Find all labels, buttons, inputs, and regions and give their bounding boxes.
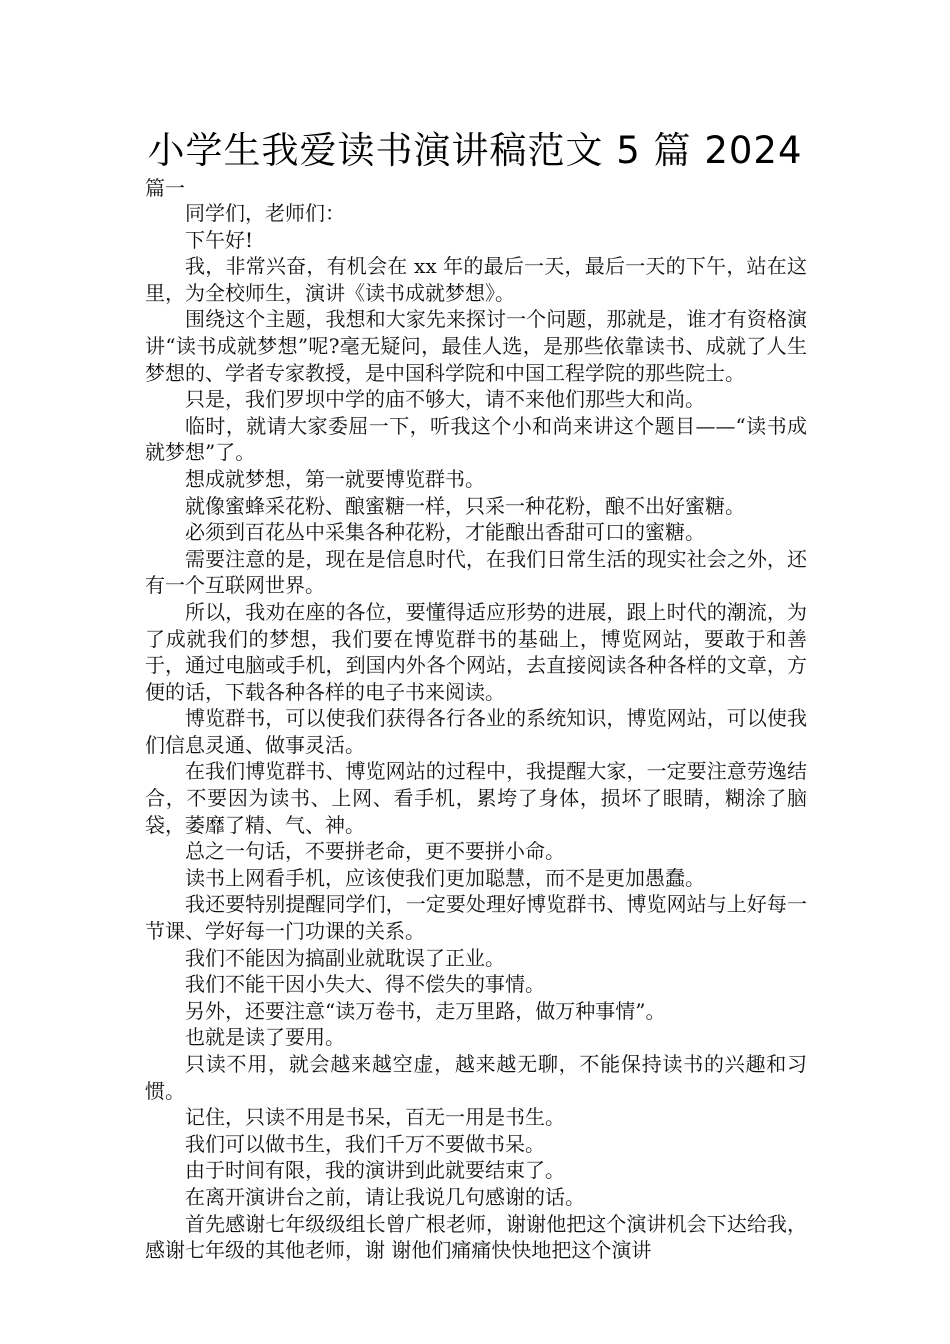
document-title: 小学生我爱读书演讲稿范文 5 篇 2024 — [147, 129, 803, 172]
paragraph: 首先感谢七年级级组长曾广根老师，谢谢他把这个演讲机会下达给我，感谢七年级的其他老师，谢 谢他们痛痛快快地把这个演讲 — [145, 1211, 807, 1263]
paragraph: 我们可以做书生，我们千万不要做书呆。 — [185, 1131, 545, 1156]
paragraph: 也就是读了要用。 — [185, 1025, 345, 1050]
paragraph: 读书上网看手机，应该使我们更加聪慧，而不是更加愚蠢。 — [185, 865, 705, 890]
paragraph: 记住，只读不用是书呆，百无一用是书生。 — [185, 1105, 565, 1130]
paragraph: 我，非常兴奋，有机会在 xx 年的最后一天，最后一天的下午，站在这里，为全校师生，演讲《读书成就梦想》。 — [145, 254, 807, 305]
paragraph: 需要注意的是，现在是信息时代，在我们日常生活的现实社会之外，还有一个互联网世界。 — [145, 546, 807, 598]
paragraph: 所以，我劝在座的各位，要懂得适应形势的进展，跟上时代的潮流，为了成就我们的梦想，我们要在博览群书的基础上，博览网站，要敢于和善于，通过电脑或手机，到国内外各个网站，去直接阅读各种各样的文章，方便的话，下载各种各样的电子书来阅读。 — [145, 599, 807, 704]
paragraph: 总之一句话，不要拼老命，更不要拼小命。 — [185, 839, 565, 864]
paragraph: 必须到百花丛中采集各种花粉，才能酿出香甜可口的蜜糖。 — [185, 520, 705, 545]
paragraph: 在离开演讲台之前，请让我说几句感谢的话。 — [185, 1184, 585, 1209]
paragraph: 下午好! — [185, 227, 254, 252]
paragraph: 围绕这个主题，我想和大家先来探讨一个问题，那就是，谁才有资格演讲“读书成就梦想”呢?毫无疑问，最佳人选，是那些依靠读书、成就了人生梦想的、学者专家教授，是中国科学院和中国工程学院的那些院士。 — [145, 307, 807, 385]
paragraph: 只是，我们罗坝中学的庙不够大，请不来他们那些大和尚。 — [185, 387, 705, 412]
paragraph: 由于时间有限，我的演讲到此就要结束了。 — [185, 1158, 565, 1183]
paragraph: 同学们，老师们： — [185, 201, 345, 225]
paragraph: 只读不用，就会越来越空虚，越来越无聊，不能保持读书的兴趣和习惯。 — [145, 1052, 807, 1103]
paragraph: 我还要特别提醒同学们，一定要处理好博览群书、博览网站与上好每一节课、学好每一门功课的关系。 — [145, 892, 807, 944]
paragraph: 就像蜜蜂采花粉、酿蜜糖一样，只采一种花粉，酿不出好蜜糖。 — [185, 493, 745, 518]
paragraph: 另外，还要注意“读万卷书，走万里路，做万种事情”。 — [185, 998, 666, 1023]
paragraph: 在我们博览群书、博览网站的过程中，我提醒大家，一定要注意劳逸结合，不要因为读书、上网、看手机，累垮了身体，损坏了眼睛，糊涂了脑袋，萎靡了精、气、神。 — [145, 759, 807, 837]
document-body — [145, 200, 807, 1264]
paragraph: 我们不能干因小失大、得不偿失的事情。 — [185, 972, 545, 997]
paragraph: 我们不能因为搞副业就耽误了正业。 — [185, 945, 505, 970]
paragraph: 博览群书，可以使我们获得各行各业的系统知识，博览网站，可以使我们信息灵通、做事灵活。 — [145, 706, 807, 757]
paragraph: 想成就梦想，第一就要博览群书。 — [185, 466, 485, 491]
section-label: 篇一 — [145, 176, 185, 200]
paragraph: 临时，就请大家委屈一下，听我这个小和尚来讲这个题目——“读书成就梦想”了。 — [145, 413, 807, 465]
